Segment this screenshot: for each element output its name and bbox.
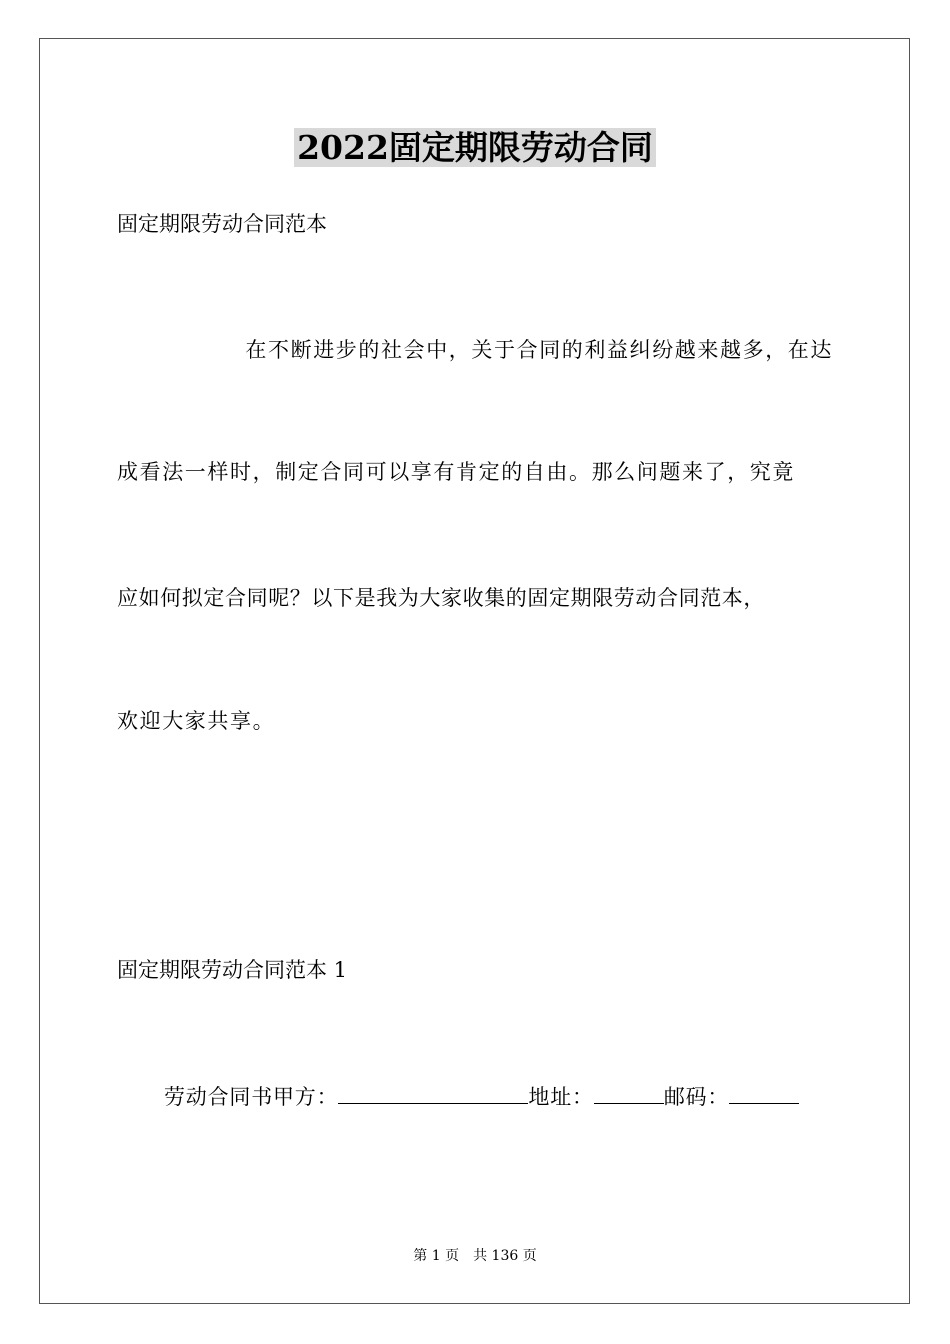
intro-line-2: 成看法一样时，制定合同可以享有肯定的自由。那么问题来了，究竟 — [117, 460, 795, 484]
postcode-label: 邮码： — [663, 1085, 730, 1109]
document-title — [0, 128, 950, 168]
address-label: 地址： — [528, 1085, 594, 1109]
contract-form-line — [164, 1081, 799, 1111]
section-heading: 固定期限劳动合同范本 1 — [117, 958, 348, 982]
intro-line-4: 欢迎大家共享。 — [117, 709, 276, 733]
page-total: 共 136 页 — [473, 1248, 537, 1264]
intro-line-1: 在不断进步的社会中，关于合同的利益纠纷越来越多，在达 — [245, 338, 833, 362]
document-title-text: 2022固定期限劳动合同 — [294, 128, 656, 167]
page-number: 第 1 页 — [413, 1248, 460, 1264]
intro-line-3: 应如何拟定合同呢？以下是我为大家收集的固定期限劳动合同范本， — [117, 586, 765, 610]
party-a-blank[interactable] — [338, 1081, 528, 1104]
address-blank[interactable] — [594, 1081, 664, 1104]
party-a-label: 劳动合同书甲方： — [164, 1085, 339, 1109]
document-subtitle: 固定期限劳动合同范本 — [117, 212, 327, 236]
page-footer — [0, 1247, 950, 1265]
postcode-blank[interactable] — [729, 1081, 799, 1104]
